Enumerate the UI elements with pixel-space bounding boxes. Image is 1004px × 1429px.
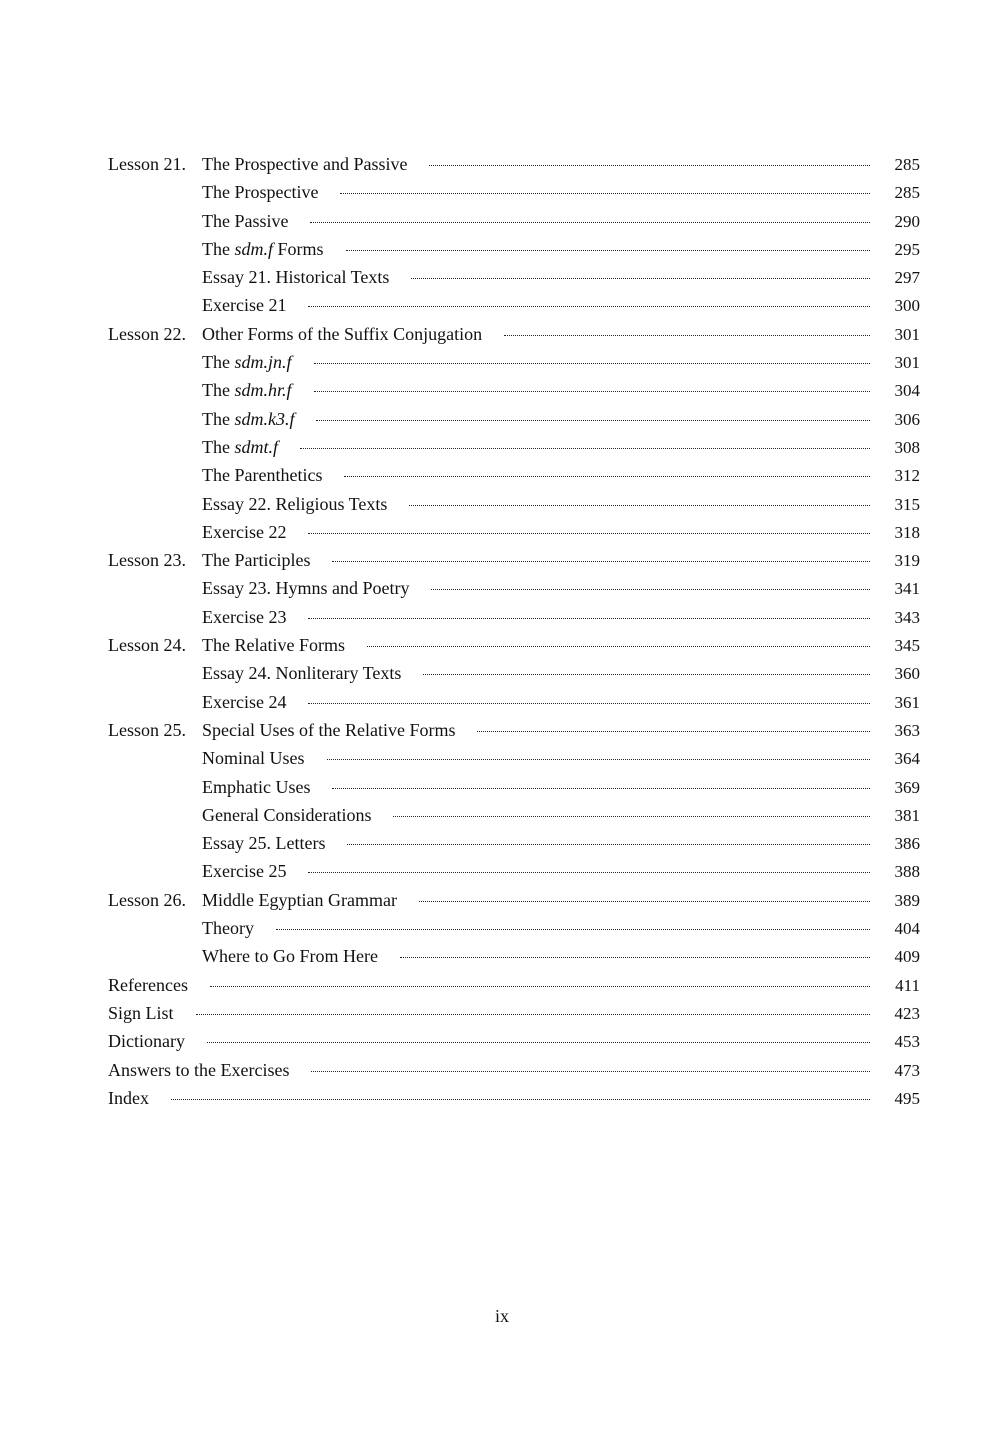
dot-leader <box>308 305 870 307</box>
dot-leader <box>431 588 870 590</box>
toc-entry-label <box>108 886 890 914</box>
dot-leader <box>308 702 870 704</box>
page-ref: 290 <box>894 211 920 231</box>
toc-entry-label <box>108 942 890 970</box>
entry-title: Exercise 21 <box>202 295 287 316</box>
page-ref: 409 <box>894 947 920 967</box>
title-prefix: The <box>202 408 235 429</box>
dot-leader <box>171 1098 870 1100</box>
toc-sub-entry <box>108 857 920 885</box>
toc-backmatter-entry <box>108 1084 920 1112</box>
toc-entry-label <box>108 405 890 433</box>
toc-entry-label <box>108 348 890 376</box>
toc-entry-label <box>108 716 890 744</box>
page-ref: 315 <box>894 494 920 514</box>
dot-leader <box>409 504 870 506</box>
toc-sub-entry <box>108 603 920 631</box>
toc-lesson-entry <box>108 150 920 178</box>
toc-sub-entry <box>108 829 920 857</box>
toc-backmatter-entry <box>108 971 920 999</box>
page-ref: 304 <box>894 381 920 401</box>
entry-title: Essay 22. Religious Texts <box>202 493 388 514</box>
toc-sub-entry <box>108 518 920 546</box>
dot-leader <box>400 956 870 958</box>
toc-entry-label <box>108 744 890 772</box>
entry-title: The Parenthetics <box>202 465 323 486</box>
transliteration: sdm.hr.f <box>234 380 292 401</box>
page-ref: 388 <box>894 862 920 882</box>
page-ref: 345 <box>894 636 920 656</box>
dot-leader <box>367 645 870 647</box>
toc-entry-label <box>108 291 890 319</box>
dot-leader <box>316 419 870 421</box>
title-prefix: The <box>202 380 235 401</box>
toc-entry-label <box>108 773 890 801</box>
dot-leader <box>347 843 870 845</box>
toc-entry-label <box>108 461 890 489</box>
toc-sub-entry <box>108 659 920 687</box>
lesson-number: Lesson 24. <box>108 635 186 656</box>
entry-title <box>202 433 278 461</box>
entry-title: The Participles <box>202 550 311 571</box>
page-ref: 381 <box>894 805 920 825</box>
toc-sub-entry <box>108 461 920 489</box>
dot-leader <box>310 221 870 223</box>
dot-leader <box>308 617 870 619</box>
dot-leader <box>411 277 870 279</box>
toc-entry-label <box>108 207 890 235</box>
entry-title: The Prospective <box>202 182 319 203</box>
table-of-contents <box>108 150 920 1112</box>
dot-leader <box>207 1041 870 1043</box>
toc-sub-entry <box>108 773 920 801</box>
lesson-number: Lesson 25. <box>108 719 186 740</box>
page-ref: 360 <box>894 664 920 684</box>
entry-title: Essay 23. Hymns and Poetry <box>202 578 410 599</box>
page-ref: 285 <box>894 183 920 203</box>
page-number: ix <box>494 1306 509 1326</box>
toc-lesson-entry <box>108 546 920 574</box>
transliteration: sdmt.f <box>234 436 278 457</box>
toc-entry-label <box>108 1027 890 1055</box>
entry-title: Essay 21. Historical Texts <box>202 267 390 288</box>
dot-leader <box>340 192 870 194</box>
dot-leader <box>210 985 870 987</box>
page-ref: 300 <box>894 296 920 316</box>
dot-leader <box>311 1070 870 1072</box>
entry-title: The Prospective and Passive <box>202 154 408 174</box>
transliteration: sdm.f <box>234 238 273 259</box>
entry-title: Sign List <box>108 1002 174 1023</box>
title-suffix: Forms <box>273 238 324 259</box>
toc-entry-label <box>108 631 890 659</box>
toc-entry-label <box>108 490 890 518</box>
entry-title: Exercise 25 <box>202 861 287 882</box>
toc-entry-label <box>108 999 890 1027</box>
page-ref: 312 <box>894 466 920 486</box>
toc-entry-label <box>108 235 890 263</box>
lesson-number: Lesson 22. <box>108 323 186 344</box>
toc-sub-entry <box>108 801 920 829</box>
page-ref: 453 <box>894 1032 920 1052</box>
dot-leader <box>332 787 870 789</box>
entry-title: Special Uses of the Relative Forms <box>202 719 456 740</box>
toc-backmatter-entry <box>108 999 920 1027</box>
toc-entry-label <box>108 320 890 348</box>
toc-sub-entry <box>108 688 920 716</box>
toc-entry-label <box>108 150 890 178</box>
entry-title: Nominal Uses <box>202 748 305 769</box>
toc-sub-entry <box>108 207 920 235</box>
transliteration: sdm.jn.f <box>234 352 292 373</box>
title-prefix: The <box>202 238 235 259</box>
entry-title: Other Forms of the Suffix Conjugation <box>202 323 483 344</box>
entry-title <box>202 348 292 376</box>
toc-sub-entry <box>108 942 920 970</box>
page-ref: 308 <box>894 437 920 457</box>
toc-entry-label <box>108 574 890 602</box>
lesson-number: Lesson 23. <box>108 550 186 571</box>
transliteration: sdm.k3.f <box>234 408 295 429</box>
toc-entry-label <box>108 829 890 857</box>
entry-title: Essay 25. Letters <box>202 833 326 854</box>
toc-entry-label <box>108 263 890 291</box>
dot-leader <box>308 871 870 873</box>
toc-sub-entry <box>108 574 920 602</box>
entry-title <box>202 376 292 404</box>
entry-title: Dictionary <box>108 1031 185 1052</box>
page-ref: 318 <box>894 522 920 542</box>
title-prefix: The <box>202 352 235 373</box>
toc-entry-label <box>108 433 890 461</box>
toc-sub-entry <box>108 348 920 376</box>
toc-lesson-entry <box>108 716 920 744</box>
page-ref: 495 <box>894 1088 920 1108</box>
toc-entry-label <box>108 178 890 206</box>
page-ref: 301 <box>894 324 920 344</box>
page-ref: 363 <box>894 720 920 740</box>
toc-entry-label <box>108 1056 890 1084</box>
toc-sub-entry <box>108 433 920 461</box>
toc-entry-label <box>108 546 890 574</box>
dot-leader <box>344 475 870 477</box>
entry-title <box>202 235 324 263</box>
page-ref: 343 <box>894 607 920 627</box>
page-ref: 423 <box>894 1003 920 1023</box>
toc-sub-entry <box>108 405 920 433</box>
entry-title: Exercise 23 <box>202 606 287 627</box>
dot-leader <box>393 815 870 817</box>
toc-entry-label <box>108 914 890 942</box>
page-ref: 364 <box>894 749 920 769</box>
dot-leader <box>332 560 870 562</box>
toc-sub-entry <box>108 744 920 772</box>
dot-leader <box>314 362 871 364</box>
entry-title: Theory <box>202 918 254 939</box>
toc-sub-entry <box>108 914 920 942</box>
page-ref: 411 <box>895 975 920 995</box>
dot-leader <box>276 928 870 930</box>
entry-title: The Relative Forms <box>202 635 345 656</box>
entry-title: Emphatic Uses <box>202 776 311 797</box>
dot-leader <box>308 532 870 534</box>
page-ref: 319 <box>894 551 920 571</box>
toc-entry-label <box>108 659 890 687</box>
toc-entry-label <box>108 603 890 631</box>
dot-leader <box>429 164 870 166</box>
toc-lesson-entry <box>108 631 920 659</box>
entry-title: Index <box>108 1087 149 1108</box>
toc-lesson-entry <box>108 886 920 914</box>
dot-leader <box>314 390 871 392</box>
toc-sub-entry <box>108 263 920 291</box>
toc-lesson-entry <box>108 320 920 348</box>
lesson-number: Lesson 26. <box>108 889 186 910</box>
page-ref: 369 <box>894 777 920 797</box>
page-ref: 361 <box>894 692 920 712</box>
dot-leader <box>419 900 870 902</box>
entry-title: Answers to the Exercises <box>108 1059 290 1080</box>
toc-entry-label <box>108 801 890 829</box>
dot-leader <box>346 249 870 251</box>
toc-backmatter-entry <box>108 1027 920 1055</box>
toc-entry-label <box>108 971 890 999</box>
page-ref: 295 <box>894 239 920 259</box>
page-ref: 341 <box>894 579 920 599</box>
page-ref: 473 <box>894 1060 920 1080</box>
dot-leader <box>327 758 871 760</box>
title-prefix: The <box>202 436 235 457</box>
toc-backmatter-entry <box>108 1056 920 1084</box>
entry-title: Exercise 22 <box>202 521 287 542</box>
page-ref: 386 <box>894 834 920 854</box>
toc-entry-label <box>108 688 890 716</box>
entry-title <box>202 405 294 433</box>
lesson-number: Lesson 21. <box>108 154 186 174</box>
toc-sub-entry <box>108 291 920 319</box>
entry-title: General Considerations <box>202 804 372 825</box>
dot-leader <box>300 447 870 449</box>
entry-title: Where to Go From Here <box>202 946 378 967</box>
entry-title: References <box>108 974 188 995</box>
page-ref: 404 <box>894 919 920 939</box>
entry-title: Exercise 24 <box>202 691 287 712</box>
toc-sub-entry <box>108 490 920 518</box>
page-ref: 297 <box>894 268 920 288</box>
entry-title: Middle Egyptian Grammar <box>202 889 397 910</box>
entry-title: The Passive <box>202 210 289 231</box>
toc-sub-entry <box>108 178 920 206</box>
toc-sub-entry <box>108 235 920 263</box>
page-ref: 389 <box>894 890 920 910</box>
toc-entry-label <box>108 376 890 404</box>
entry-title: Essay 24. Nonliterary Texts <box>202 663 402 684</box>
toc-sub-entry <box>108 376 920 404</box>
dot-leader <box>477 730 870 732</box>
page-ref: 306 <box>894 409 920 429</box>
toc-entry-label <box>108 518 890 546</box>
page-ref: 301 <box>894 353 920 373</box>
toc-entry-label <box>108 857 890 885</box>
toc-entry-label <box>108 1084 890 1112</box>
dot-leader <box>423 673 870 675</box>
dot-leader <box>504 334 870 336</box>
page-ref: 285 <box>894 155 920 174</box>
dot-leader <box>196 1013 870 1015</box>
